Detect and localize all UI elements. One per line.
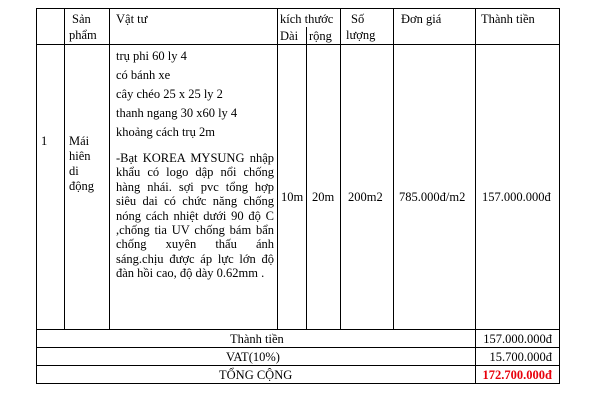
header-dai: Dài (280, 29, 299, 43)
row-rong: 20m (312, 190, 335, 204)
col-divider-stt (64, 8, 65, 329)
header-so-luong-line2: lượng (346, 28, 376, 42)
table-border-right (559, 8, 560, 384)
vat-tu-line: có bánh xe (116, 68, 171, 82)
row-san-pham-line3: di (69, 164, 79, 178)
row-san-pham-line1: Mái (69, 134, 90, 148)
row-san-pham-line4: động (69, 179, 94, 193)
vat-label: VAT(10%) (226, 350, 280, 364)
vat-value: 15.700.000đ (489, 350, 552, 364)
header-san-pham-line1: Sản (72, 12, 91, 26)
vat-tu-line: trụ phi 60 ly 4 (116, 49, 187, 63)
subtotal-value: 157.000.000đ (483, 332, 552, 346)
vat-row-divider (36, 365, 560, 366)
col-divider-dai (306, 27, 307, 329)
header-vat-tu: Vật tư (116, 12, 148, 26)
col-divider-vat-tu (277, 8, 278, 329)
row-stt: 1 (41, 134, 48, 148)
header-rong: rộng (309, 29, 332, 43)
col-divider-kich-thuoc (340, 8, 341, 329)
col-divider-don-gia (475, 8, 476, 384)
col-divider-san-pham (109, 8, 110, 329)
header-thanh-tien: Thành tiền (481, 12, 535, 26)
item-row-divider (36, 329, 560, 330)
row-thanh-tien: 157.000.000đ (482, 190, 551, 204)
total-row-divider (36, 383, 560, 384)
row-dai: 10m (281, 190, 304, 204)
row-so-luong: 200m2 (348, 190, 383, 204)
table-border-left (36, 8, 37, 384)
table-border-top (36, 8, 560, 9)
header-san-pham-line2: phẩm (69, 28, 97, 42)
total-value: 172.700.000đ (482, 368, 552, 382)
header-kich-thuoc: kích thước (280, 12, 334, 26)
row-don-gia: 785.000đ/m2 (399, 190, 466, 204)
row-san-pham-line2: hiên (69, 149, 91, 163)
vat-tu-line: khoảng cách trụ 2m (116, 125, 215, 139)
vat-tu-line: thanh ngang 30 x60 ly 4 (116, 106, 238, 120)
subtotal-row-divider (36, 347, 560, 348)
subtotal-label: Thành tiền (230, 332, 284, 346)
header-don-gia: Đơn giá (401, 12, 442, 26)
vat-tu-line: cây chéo 25 x 25 ly 2 (116, 87, 223, 101)
vat-tu-description: -Bạt KOREA MYSUNG nhập khẩu có logo dập nổi chống hàng nhái. sợi pvc tổng hợp siêu dai có chức năng chống nóng cách nhiệt dưới 90 độ C ,chống tia UV chống bám bẩn chống xuyên thấu ánh sáng.chịu được áp lực lớn độ đàn hồi cao, độ dày 0.62mm . (116, 151, 274, 281)
header-so-luong-line1: Số (351, 12, 365, 26)
total-label: TỔNG CỘNG (219, 368, 293, 382)
col-divider-so-luong (393, 8, 394, 329)
